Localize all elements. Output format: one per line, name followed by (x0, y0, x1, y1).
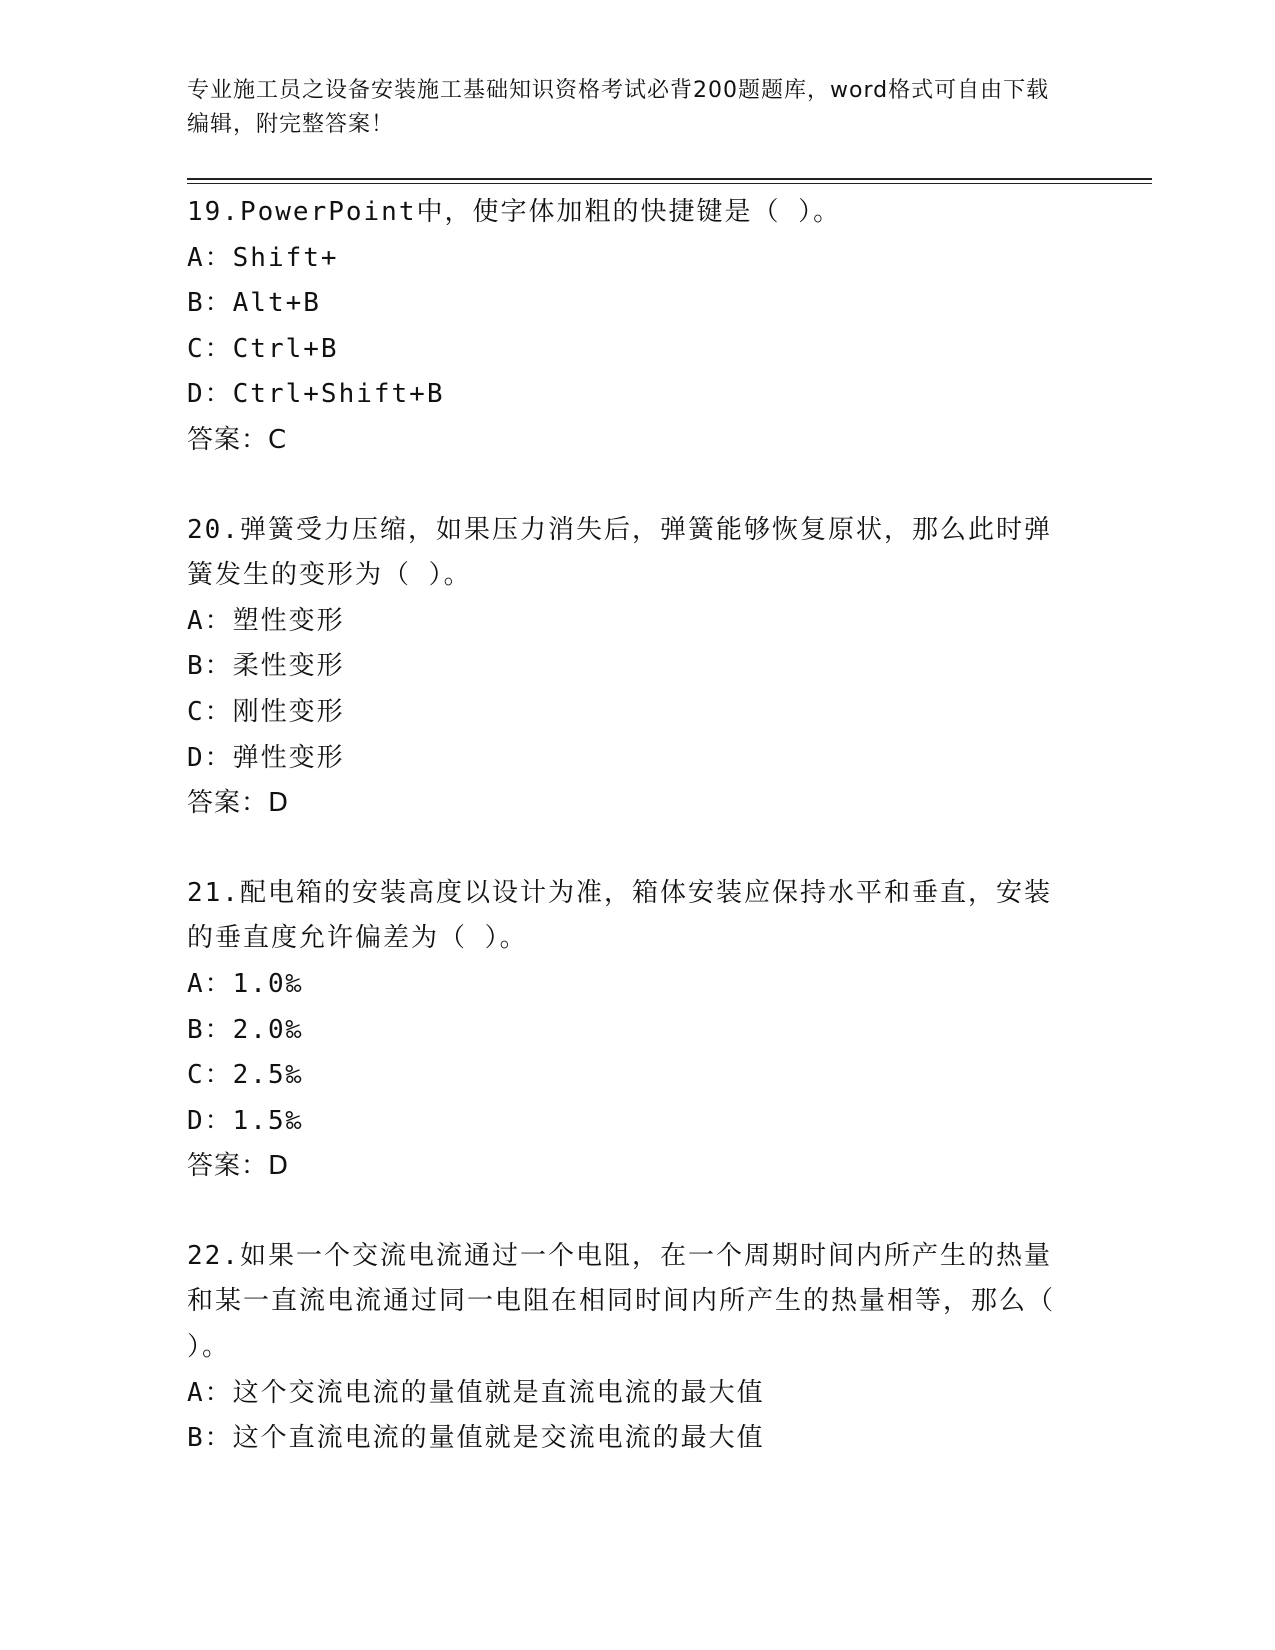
option-b: B：柔性变形 (187, 651, 345, 682)
option-c: C：2.5‰ (187, 1060, 304, 1091)
option-b: B：这个直流电流的量值就是交流电流的最大值 (187, 1423, 765, 1454)
question-stem: 19.PowerPoint中，使字体加粗的快捷键是（ ）。 (187, 197, 842, 227)
question-21 (187, 871, 1087, 1190)
option-c: C：Ctrl+B (187, 333, 339, 364)
answer-line: 答案：D (187, 1151, 290, 1182)
question-stem: 20.弹簧受力压缩，如果压力消失后，弹簧能够恢复原状，那么此时弹簧发生的变形为（ ）。 (187, 514, 1052, 591)
option-d: D：Ctrl+Shift+B (187, 379, 445, 410)
question-stem: 21.配电箱的安装高度以设计为准，箱体安装应保持水平和垂直，安装的垂直度允许偏差为（ ）。 (187, 877, 1052, 954)
header-divider-thick (187, 178, 1152, 180)
option-b: B：2.0‰ (187, 1014, 304, 1045)
answer-line: 答案：D (187, 788, 290, 819)
option-d: D：弹性变形 (187, 742, 345, 773)
option-b: B：Alt+B (187, 288, 321, 319)
document-header: 专业施工员之设备安装施工基础知识资格考试必背200题题库，word格式可自由下载编辑，附完整答案！ (187, 78, 1050, 137)
option-c: C：刚性变形 (187, 696, 345, 727)
option-a: A：塑性变形 (187, 605, 345, 636)
question-20 (187, 508, 1087, 827)
option-a: A：1.0‰ (187, 968, 304, 999)
header-divider-thin (187, 183, 1152, 184)
option-a: A：Shift+ (187, 242, 339, 273)
answer-line: 答案：C (187, 424, 288, 455)
option-d: D：1.5‰ (187, 1105, 304, 1136)
option-a: A：这个交流电流的量值就是直流电流的最大值 (187, 1377, 765, 1408)
question-19 (187, 190, 1087, 464)
question-list (187, 190, 1087, 1462)
question-stem: 22.如果一个交流电流通过一个电阻，在一个周期时间内所产生的热量和某一直流电流通过同一电阻在相同时间内所产生的热量相等，那么（ ）。 (187, 1240, 1056, 1363)
question-22 (187, 1234, 1087, 1462)
